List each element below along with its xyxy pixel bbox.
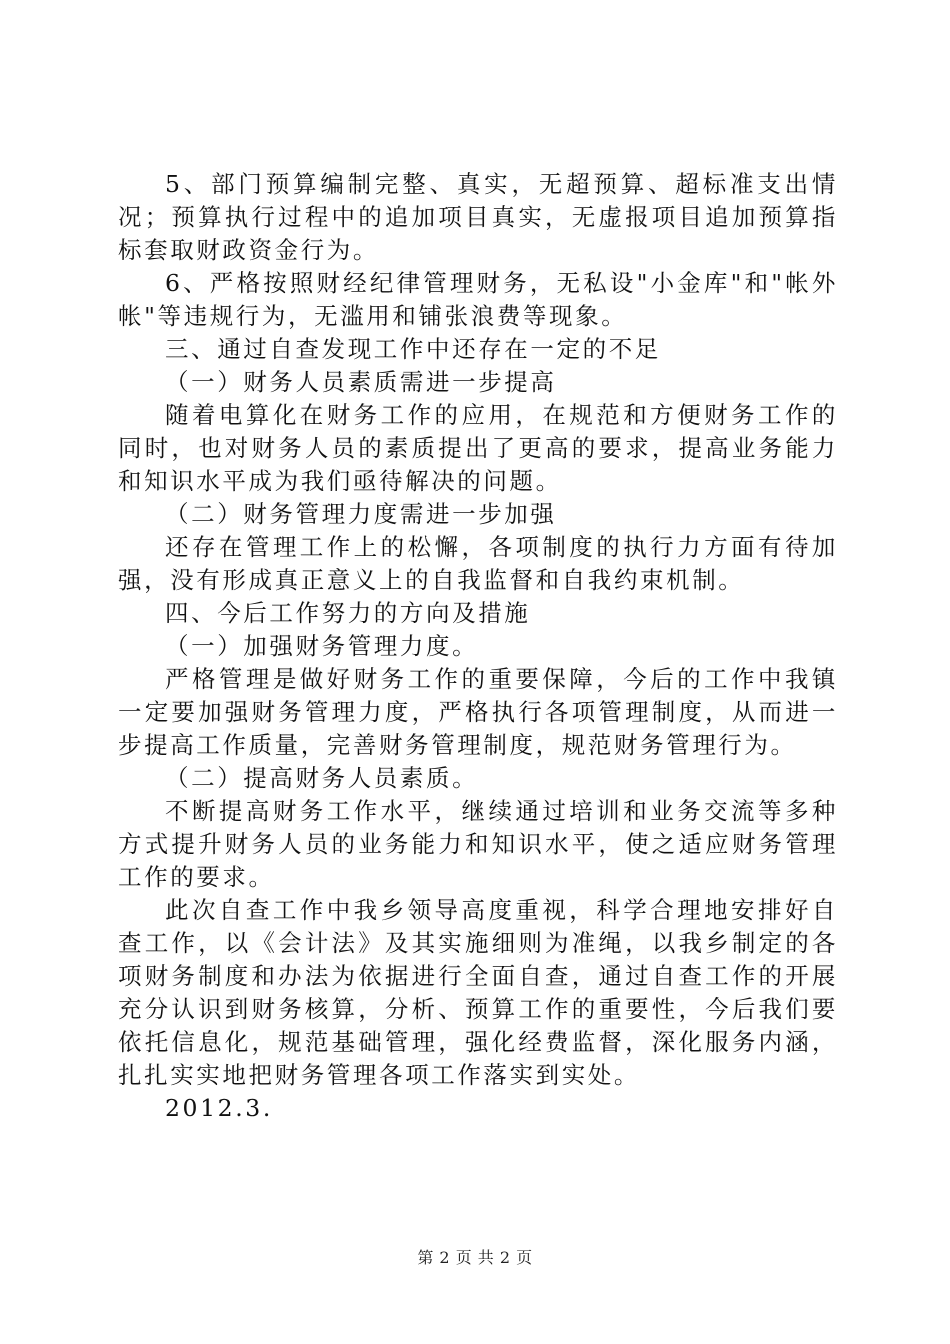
paragraph-improve-staff: 不断提高财务工作水平，继续通过培训和业务交流等多种方式提升财务人员的业务能力和知识水平，使之适应财务管理工作的要求。 (118, 797, 838, 891)
paragraph-strengthen-management: 严格管理是做好财务工作的重要保障，今后的工作中我镇一定要加强财务管理力度，严格执行各项管理制度，从而进一步提高工作质量，完善财务管理制度，规范财务管理行为。 (118, 665, 838, 759)
paragraph-conclusion: 此次自查工作中我乡领导高度重视，科学合理地安排好自查工作，以《会计法》及其实施细则为准绳，以我乡制定的各项财务制度和办法为依据进行全面自查，通过自查工作的开展充分认识到财务核算，分析、预算工作的重要性，今后我们要依托信息化，规范基础管理，强化经费监督，深化服务内涵，扎扎实实地把财务管理各项工作落实到实处。 (118, 896, 838, 1089)
paragraph-staff-quality: 随着电算化在财务工作的应用，在规范和方便财务工作的同时，也对财务人员的素质提出了更高的要求，提高业务能力和知识水平成为我们亟待解决的问题。 (118, 401, 838, 495)
section-heading-shortcomings: 三、通过自查发现工作中还存在一定的不足 (165, 335, 661, 363)
section-heading-future-direction: 四、今后工作努力的方向及措施 (165, 599, 531, 627)
paragraph-budget-compliance: 5、部门预算编制完整、真实，无超预算、超标准支出情况；预算执行过程中的追加项目真实，无虚报项目追加预算指标套取财政资金行为。 (118, 170, 838, 264)
subheading-management-strength: （二）财务管理力度需进一步加强 (165, 500, 557, 528)
subheading-strengthen-management: （一）加强财务管理力度。 (165, 632, 479, 660)
document-body (118, 168, 838, 1125)
page-footer: 第 2 页 共 2 页 (417, 1248, 533, 1267)
document-date: 2012.3. (165, 1094, 273, 1122)
paragraph-financial-discipline: 6、严格按照财经纪律管理财务，无私设"小金库"和"帐外帐"等违规行为，无滥用和铺张浪费等现象。 (118, 269, 838, 330)
subheading-improve-staff: （二）提高财务人员素质。 (165, 764, 479, 792)
subheading-staff-quality: （一）财务人员素质需进一步提高 (165, 368, 557, 396)
paragraph-management-strength: 还存在管理工作上的松懈，各项制度的执行力方面有待加强，没有形成真正意义上的自我监督和自我约束机制。 (118, 533, 838, 594)
